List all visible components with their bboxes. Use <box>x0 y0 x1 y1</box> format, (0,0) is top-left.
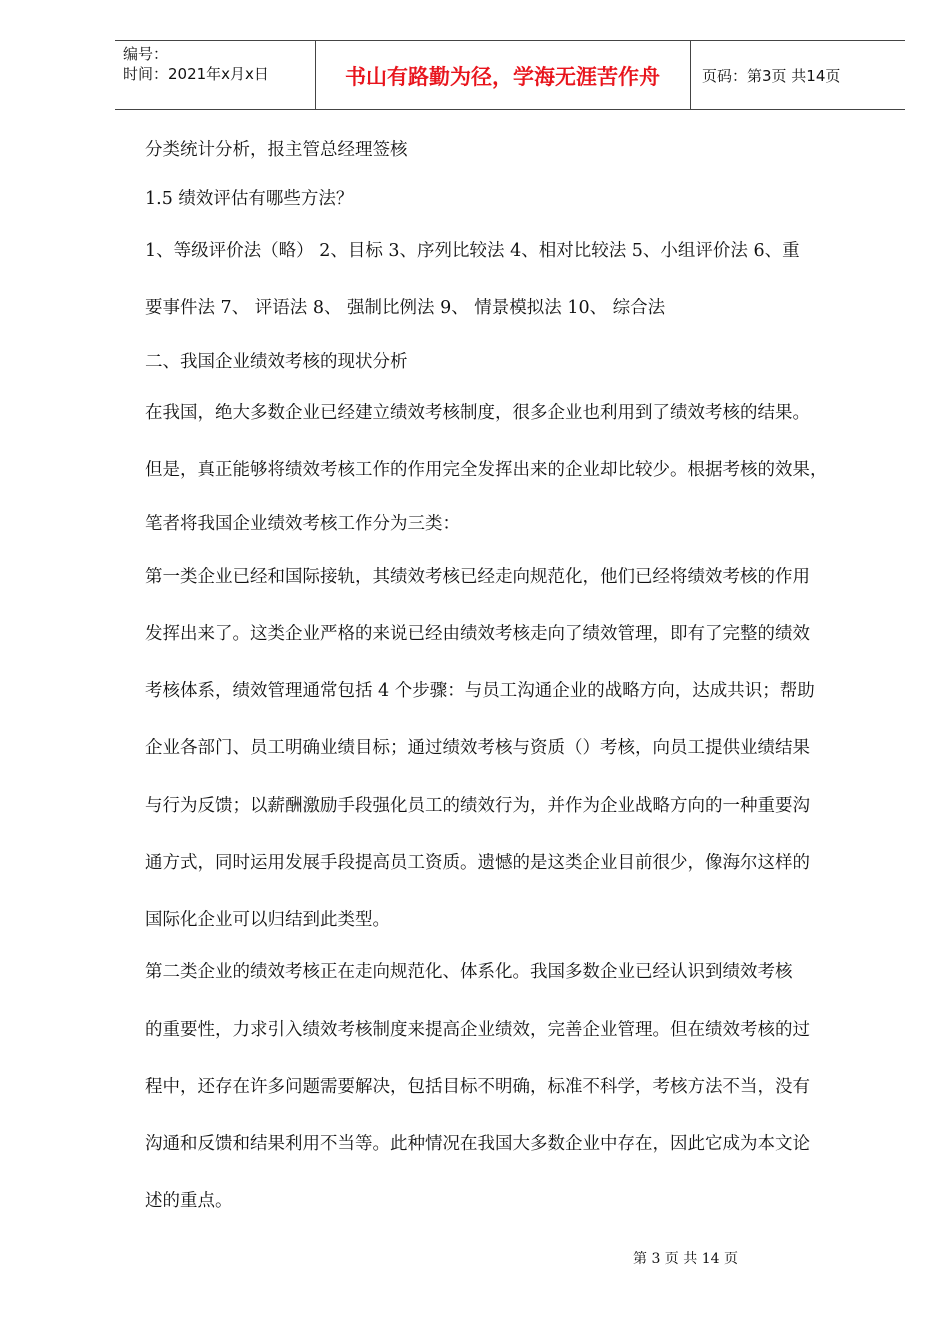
header-page-cell <box>690 41 905 109</box>
body-line: 程中，还存在许多问题需要解决，包括目标不明确，标准不科学，考核方法不当，没有 <box>145 1077 810 1097</box>
header-motto-cell <box>315 41 691 109</box>
body-line: 考核体系，绩效管理通常包括 4 个步骤：与员工沟通企业的战略方向，达成共识；帮助 <box>145 681 815 701</box>
motto-text: 书山有路勤为径，学海无涯苦作舟 <box>345 65 660 89</box>
body-line: 述的重点。 <box>145 1191 233 1211</box>
body-line: 第一类企业已经和国际接轨，其绩效考核已经走向规范化，他们已经将绩效考核的作用 <box>145 567 810 587</box>
doc-number-label: 编号： <box>123 45 169 63</box>
body-line: 国际化企业可以归结到此类型。 <box>145 910 390 930</box>
body-line: 但是，真正能够将绩效考核工作的作用完全发挥出来的企业却比较少。根据考核的效果， <box>145 460 828 480</box>
section-heading: 二、我国企业绩效考核的现状分析 <box>145 352 408 372</box>
body-line: 第二类企业的绩效考核正在走向规范化、体系化。我国多数企业已经认识到绩效考核 <box>145 962 793 982</box>
body-line: 沟通和反馈和结果利用不当等。此种情况在我国大多数企业中存在，因此它成为本文论 <box>145 1134 810 1154</box>
body-line: 在我国，绝大多数企业已经建立绩效考核制度，很多企业也利用到了绩效考核的结果。 <box>145 403 810 423</box>
body-line: 1、等级评价法（略） 2、目标 3、序列比较法 4、相对比较法 5、小组评价法 6、重 <box>145 241 800 261</box>
body-line: 分类统计分析，报主管总经理签核 <box>145 140 408 160</box>
page-number-label: 页码：第3页 共14页 <box>702 67 841 85</box>
page-footer: 第 3 页 共 14 页 <box>633 1251 738 1267</box>
doc-time-label: 时间：2021年x月x日 <box>123 65 269 83</box>
page-header <box>115 40 905 110</box>
body-line: 发挥出来了。这类企业严格的来说已经由绩效考核走向了绩效管理，即有了完整的绩效 <box>145 624 810 644</box>
body-line: 通方式，同时运用发展手段提高员工资质。遗憾的是这类企业目前很少，像海尔这样的 <box>145 853 810 873</box>
body-line: 笔者将我国企业绩效考核工作分为三类： <box>145 514 460 534</box>
section-heading: 1.5 绩效评估有哪些方法？ <box>145 189 354 209</box>
body-line: 企业各部门、员工明确业绩目标；通过绩效考核与资质（）考核，向员工提供业绩结果 <box>145 738 810 758</box>
body-line: 要事件法 7、 评语法 8、 强制比例法 9、 情景模拟法 10、 综合法 <box>145 298 666 318</box>
body-line: 的重要性，力求引入绩效考核制度来提高企业绩效，完善企业管理。但在绩效考核的过 <box>145 1020 810 1040</box>
header-meta-cell <box>115 41 316 109</box>
body-line: 与行为反馈；以薪酬激励手段强化员工的绩效行为，并作为企业战略方向的一种重要沟 <box>145 796 810 816</box>
